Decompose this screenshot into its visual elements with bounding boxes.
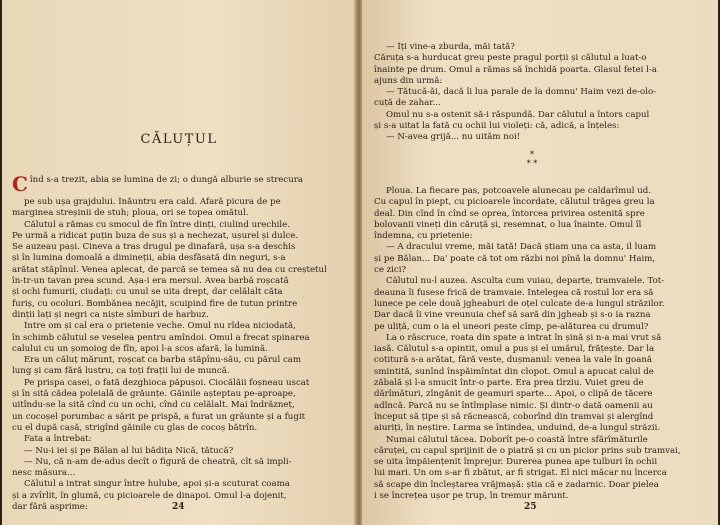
text-line: Omul nu s-a ostenit să-i răspundă. Dar călutul a întors capul: [386, 109, 650, 120]
first-line: [12, 175, 350, 197]
text-line: să scape din încleștarea vrăjmașă: știa că e zadarnic. Doar pielea: [374, 479, 659, 490]
chapter-title: CĂLUȚUL: [140, 132, 218, 147]
text-line: și în lumina domoală a dimineții, abia desfăsată din neguri, s-a: [12, 253, 286, 264]
text-line: cuță de zahar...: [374, 98, 441, 109]
text-line: Numai călutul tăcea. Doborît pe-o coastă între sfărîmăturile: [386, 434, 648, 445]
text-line: La o răscruce, roata din spate a intrat în șină și n-a mai vrut să: [386, 332, 662, 343]
text-line: pe uliță, cum o ia el uneori peste cîmp, pe-alăturea cu drumul?: [374, 321, 649, 332]
text-line: deauna îi fusese frică de tramvaie. Întelegea că rostul lor era să: [374, 287, 654, 298]
text-line: Era un căluț mărunt, roșcat ca barba stăpînu-său, cu părul cam: [24, 355, 302, 366]
section-break-stars-bottom: * *: [526, 159, 538, 168]
text-line: în schimb călutul se veselea pentru amîndoi. Omul a frecat spinarea: [12, 332, 310, 343]
text-line: cotitură s-a arătat, fără veste, dușmanul: venea la vale în goană: [374, 355, 652, 366]
text-line: lui mari. Un om s-ar fi zbătut, ar fi strigat. El nici măcar nu încerca: [374, 468, 667, 479]
text-line: Între om și cal era o prietenie veche. Omul nu rîdea niciodată,: [24, 321, 296, 332]
text-line: — Îți vine-a zburda, măi tată?: [386, 42, 515, 52]
text-line: smintită, sunînd înspăimîntat din clopot. Omul a apucat calul de: [374, 366, 654, 377]
text-line: lung și cam fără lustru, ca toți frații lui de muncă.: [12, 366, 230, 377]
first-line-text: înd s-a trezit, abia se lumina de zi; o dungă alburie se strecura: [29, 175, 303, 185]
right-page-bottom-text: [374, 186, 708, 502]
text-line: bolovanii vineți din căruță și, resemnat, o lua înainte. Omul îl: [374, 219, 642, 230]
text-line: căruței, cu capul sprijinit de o piatră și cu un picior prins sub tramvai,: [374, 445, 681, 456]
text-line: Fata a întrebat:: [24, 434, 92, 445]
text-line: — Nu, că n-am de-adus decît o figură de cheatră, cît să impli-: [24, 456, 292, 467]
text-line: zăbală și l-a smucit într-o parte. Era prea tîrziu. Vuiet greu de: [374, 378, 644, 389]
text-line: în-tr-un tavan prea scund. Așa-i era mersul. Avea barbă roșcată: [12, 276, 289, 287]
text-line: dărîmături, zîngănit de geamuri sparte... Apoi, o clipă de tăcere: [374, 389, 653, 400]
section-break-star-top: *: [530, 150, 534, 159]
text-line: un cocoșel porumbac a sărit pe prispă, a furat un grăunte și a fugit: [12, 411, 306, 422]
text-line: Dar dacă îi vine vreunuia chef să sară din jgheab și s-o ia razna: [374, 310, 651, 321]
right-page: [362, 0, 718, 525]
text-line: și ochi fumurii, ciudați: cu unul se uita drept, dar celălalt căta: [12, 287, 283, 298]
text-line: ajuns din urmă:: [374, 75, 443, 86]
text-line: furiș, cu ocoluri. Bombănea necăjit, scuipind fire de tutun printre: [12, 298, 298, 309]
text-line: Ploua. La fiecare pas, potcoavele alunecau pe caldarîmul ud.: [386, 186, 651, 196]
text-line: uitîndu-se la sită cînd cu un ochi, cînd cu celălalt. Mai îndrăzneț,: [12, 400, 295, 411]
section-break: [482, 150, 582, 168]
text-line: Cu capul în piept, cu picioarele încordate, călutul trăgea greu la: [374, 197, 655, 208]
text-line: nesc măsura...: [12, 468, 76, 479]
text-line: cu el după casă, strigînd găinile cu glas de cocoș bătrîn.: [12, 422, 258, 433]
text-line: — Tătucă-ăi, dacă îi lua parale de la domnu' Haim vezi de-olo-: [386, 87, 657, 98]
text-line: Căruța s-a hurducat greu peste pragul porții și călutul a luat-o: [374, 53, 647, 64]
text-line: și a zvîrlit, în glumă, cu picioarele de dinapoi. Omul l-a dojenit,: [12, 490, 287, 501]
text-line: — A dracului vreme, măi tată! Dacă știam una ca asta, il luam: [386, 242, 657, 253]
page-number-left: 24: [172, 502, 185, 512]
text-line: se uita împăiențenit împrejur. Durerea punea ape tulburi în ochii: [374, 457, 658, 468]
text-line: început să țipe și să răcnească, coborînd din tramvai și alergînd: [374, 411, 654, 422]
text-line: dinții lați și negri ca niște sîmburi de harbuz.: [12, 309, 209, 320]
text-line: iasă. Călutul s-a opintit, omul a pus și el umărul, frățește. Dar la: [374, 344, 655, 355]
text-line: înainte pe drum. Omul a rămas să închidă poarta. Glasul fetei l-a: [374, 64, 657, 75]
text-line: aiuriți, în neștire. Larma se întindea, unduind, de-a lungul străzii.: [374, 423, 661, 434]
page-number-right: 25: [524, 502, 537, 512]
left-page: [2, 0, 356, 525]
text-line: — N-avea grijă... nu uităm noi!: [386, 132, 521, 143]
text-line: adîncă. Parcă nu se întîmplase nimic. Și dintr-o dată oamenii au: [374, 400, 653, 411]
text-line: dar fără asprime:: [12, 502, 88, 513]
text-line: și s-a uitat la fată cu ochii lui violeți: că, adică, a înțeles:: [374, 121, 620, 132]
text-line: Pe prispa casei, o fată dezghioca păpușoi. Ciocălăii foșneau uscat: [24, 377, 310, 388]
text-line: Călutul a intrat singur între hulube, apoi și-a scuturat coama: [24, 479, 290, 490]
text-line: — Nu-i iei și pe Bălan al lui bădița Nică, tătucă?: [24, 445, 234, 456]
drop-cap: C: [12, 175, 28, 196]
text-line: calului cu un șomoiog de fîn, apoi l-a scos afară, la lumină.: [12, 343, 268, 354]
text-line: ce zici?: [374, 265, 407, 276]
text-line: arătat stăpînul. Venea aplecat, de parcă se temea să nu dea cu creștetul: [12, 264, 327, 275]
left-page-text: [12, 175, 350, 513]
text-line: și în sită cădea poleială de grăunțe. Găinile așteptau pe-aproape,: [12, 389, 296, 400]
text-line: îndemna, cu prietenie:: [374, 231, 473, 242]
text-line: pe sub ușa grajdului. Înăuntru era cald. Afară picura de pe: [24, 197, 281, 207]
right-page-top-text: [374, 42, 708, 144]
text-line: Pe urmă a ridicat puțin buza de sus și a nechezat, ușurel și dulce.: [12, 230, 299, 241]
text-line: Călutul nu-l auzea. Asculta cum vuiau, departe, tramvaiele. Tot-: [386, 276, 665, 287]
text-line: Se auzeau pași. Cineva a tras drugul pe dinafară, ușa s-a deschis: [12, 242, 296, 253]
text-line: Călutul a rămas cu smocul de fîn între dinți, ciulind urechile.: [24, 219, 290, 230]
text-line: deal. Din cînd în cînd se oprea, întorcea privirea ostenită spre: [374, 208, 645, 219]
text-line: lunece pe cele două jgheaburi de oțel culcate de-a lungul străzilor.: [374, 298, 665, 309]
text-line: marginea streșinii de stuh; ploua, ori se topea omătul.: [12, 208, 249, 219]
text-line: i se încrețea ușor pe trup, în tremur mărunt.: [374, 491, 569, 502]
text-line: și pe Bălan... Da' poate că tot om răzbi noi pînă la domnu' Haim,: [374, 253, 656, 264]
